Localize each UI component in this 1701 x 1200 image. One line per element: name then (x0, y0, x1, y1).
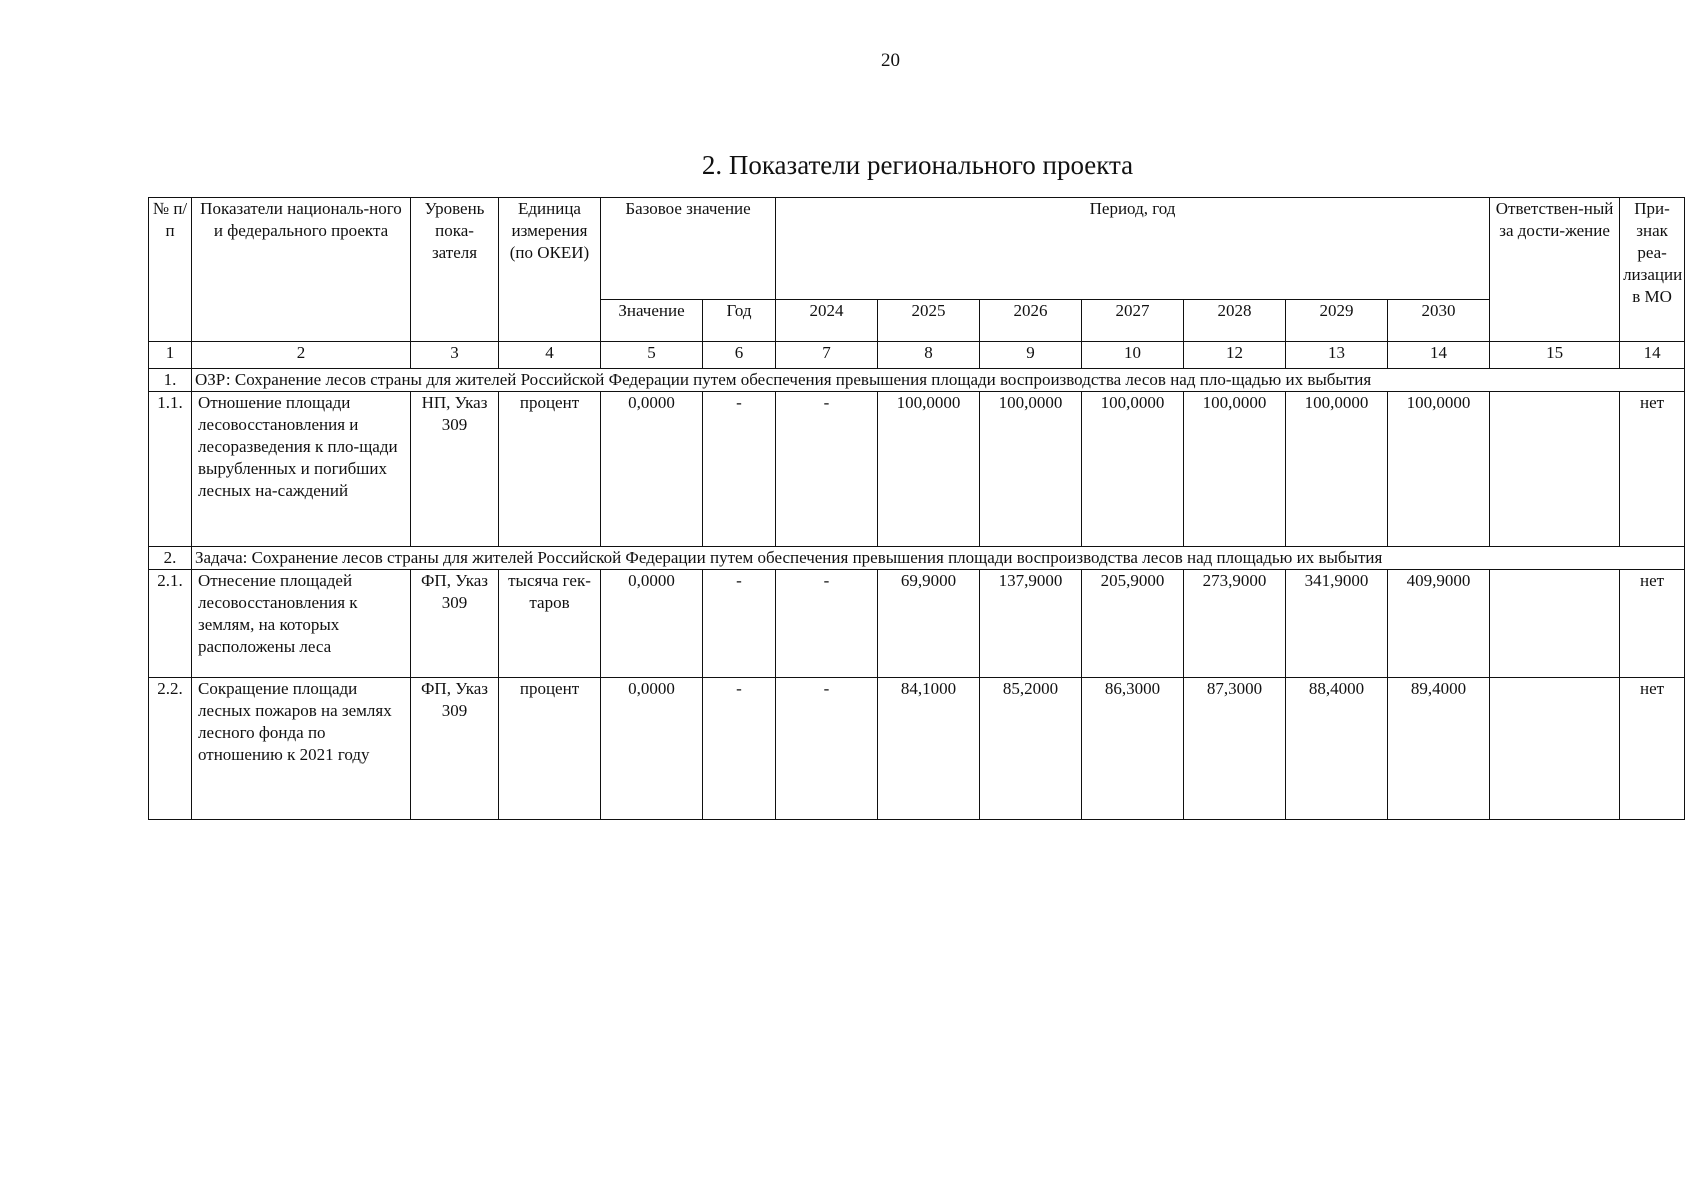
row-value: 69,9000 (878, 570, 980, 678)
row-value: 100,0000 (1184, 392, 1286, 547)
row-indicator-name: Отношение площади лесовосстановления и лесоразведения к пло-щади вырубленных и погибших лесных на-саждений (192, 392, 411, 547)
column-number: 9 (980, 342, 1082, 369)
row-value: 88,4000 (1286, 678, 1388, 820)
header-year: 2027 (1082, 300, 1184, 342)
column-number: 10 (1082, 342, 1184, 369)
row-base-value: 0,0000 (601, 392, 703, 547)
header-level: Уровень пока-зателя (411, 198, 499, 342)
row-value: 100,0000 (980, 392, 1082, 547)
page-number: 20 (881, 50, 900, 71)
row-value: 100,0000 (878, 392, 980, 547)
row-value: 273,9000 (1184, 570, 1286, 678)
column-number: 2 (192, 342, 411, 369)
header-unit: Единица измерения (по ОКЕИ) (499, 198, 601, 342)
section-number: 2. (149, 547, 192, 570)
row-value: 87,3000 (1184, 678, 1286, 820)
row-value: 86,3000 (1082, 678, 1184, 820)
section-heading: Задача: Сохранение лесов страны для жителей Российской Федерации путем обеспечения превышения площади воспроизводства лесов над площадью их выбытия (192, 547, 1685, 570)
row-base-value: 0,0000 (601, 570, 703, 678)
row-unit: процент (499, 678, 601, 820)
row-base-year: - (703, 570, 776, 678)
row-value: - (776, 570, 878, 678)
row-value: 409,9000 (1388, 570, 1490, 678)
header-period: Период, год (776, 198, 1490, 300)
header-year: 2026 (980, 300, 1082, 342)
header-year: 2025 (878, 300, 980, 342)
table-row (149, 570, 1685, 678)
column-number: 13 (1286, 342, 1388, 369)
column-number: 7 (776, 342, 878, 369)
row-value: 100,0000 (1286, 392, 1388, 547)
row-number: 1.1. (149, 392, 192, 547)
section-title: 2. Показатели регионального проекта (701, 150, 1134, 180)
section-heading: ОЗР: Сохранение лесов страны для жителей Российской Федерации путем обеспечения превышения площади воспроизводства лесов над пло-щадью их выбытия (192, 369, 1685, 392)
column-number: 3 (411, 342, 499, 369)
header-year: 2024 (776, 300, 878, 342)
header-indicator: Показатели националь-ного и федерального проекта (192, 198, 411, 342)
section-row (149, 547, 1685, 570)
row-value: 84,1000 (878, 678, 980, 820)
column-number: 4 (499, 342, 601, 369)
header-base: Базовое значение (601, 198, 776, 300)
row-value: 341,9000 (1286, 570, 1388, 678)
row-unit: тысяча гек-таров (499, 570, 601, 678)
table-row (149, 678, 1685, 820)
row-responsible (1490, 678, 1620, 820)
section-number: 1. (149, 369, 192, 392)
header-year: 2029 (1286, 300, 1388, 342)
table-row (149, 392, 1685, 547)
row-level: НП, Указ 309 (411, 392, 499, 547)
header-base-year: Год (703, 300, 776, 342)
column-number: 15 (1490, 342, 1620, 369)
column-number: 12 (1184, 342, 1286, 369)
header-sign: При-знак реа-лизации в МО (1620, 198, 1685, 342)
row-value: 205,9000 (1082, 570, 1184, 678)
indicators-table (148, 197, 1685, 820)
row-unit: процент (499, 392, 601, 547)
column-number: 14 (1620, 342, 1685, 369)
column-number: 6 (703, 342, 776, 369)
row-sign: нет (1620, 678, 1685, 820)
row-base-value: 0,0000 (601, 678, 703, 820)
column-number: 1 (149, 342, 192, 369)
row-value: - (776, 392, 878, 547)
row-level: ФП, Указ 309 (411, 570, 499, 678)
row-responsible (1490, 392, 1620, 547)
row-value: - (776, 678, 878, 820)
row-indicator-name: Сокращение площади лесных пожаров на землях лесного фонда по отношению к 2021 году (192, 678, 411, 820)
column-number: 5 (601, 342, 703, 369)
header-year: 2028 (1184, 300, 1286, 342)
row-value: 89,4000 (1388, 678, 1490, 820)
row-level: ФП, Указ 309 (411, 678, 499, 820)
section-row (149, 369, 1685, 392)
row-base-year: - (703, 392, 776, 547)
row-value: 85,2000 (980, 678, 1082, 820)
row-sign: нет (1620, 392, 1685, 547)
header-base-value: Значение (601, 300, 703, 342)
header-year: 2030 (1388, 300, 1490, 342)
row-number: 2.1. (149, 570, 192, 678)
row-value: 137,9000 (980, 570, 1082, 678)
row-value: 100,0000 (1082, 392, 1184, 547)
row-number: 2.2. (149, 678, 192, 820)
header-num: № п/п (149, 198, 192, 342)
row-responsible (1490, 570, 1620, 678)
row-sign: нет (1620, 570, 1685, 678)
row-base-year: - (703, 678, 776, 820)
row-value: 100,0000 (1388, 392, 1490, 547)
header-responsible: Ответствен-ный за дости-жение (1490, 198, 1620, 342)
column-number: 8 (878, 342, 980, 369)
column-number-row (149, 342, 1685, 369)
column-number: 14 (1388, 342, 1490, 369)
row-indicator-name: Отнесение площадей лесовосстановления к землям, на которых расположены леса (192, 570, 411, 678)
